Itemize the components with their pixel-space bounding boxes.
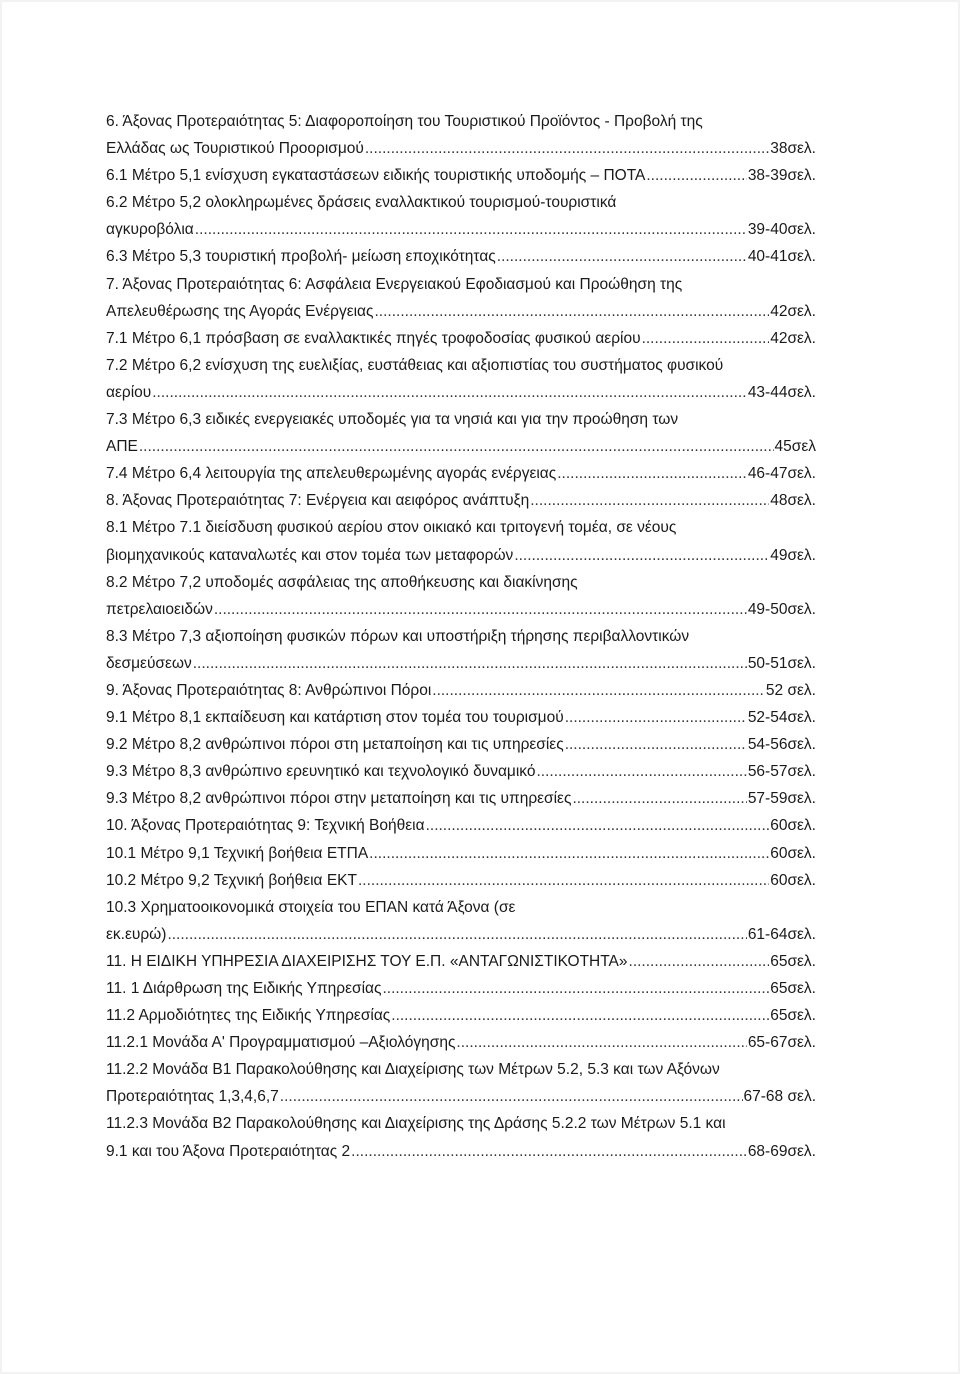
toc-line — [106, 921, 816, 948]
dot-leader — [195, 216, 747, 243]
toc-entry-text: 10.2 Μέτρο 9,2 Τεχνική βοήθεια ΕΚΤ — [106, 871, 357, 889]
dot-leader — [432, 677, 765, 704]
toc-line — [106, 1083, 816, 1110]
toc-page-number: 56-57σελ. — [747, 763, 816, 781]
toc-line — [106, 704, 816, 731]
toc-line — [106, 433, 816, 460]
toc-entry-text: 6.1 Μέτρο 5,1 ενίσχυση εγκαταστάσεων ειδικής τουριστικής υποδομής – ΠΟΤΑ — [106, 167, 646, 185]
toc-line — [106, 623, 816, 650]
toc-line — [106, 975, 816, 1002]
toc-entry-text: 6.3 Μέτρο 5,3 τουριστική προβολή- μείωση εποχικότητας — [106, 248, 496, 266]
toc-line — [106, 325, 816, 352]
toc-entry-text: 8. Άξονας Προτεραιότητας 7: Ενέργεια και αειφόρος ανάπτυξη — [106, 492, 530, 510]
toc-line — [106, 379, 816, 406]
dot-leader — [391, 1002, 769, 1029]
dot-leader — [514, 542, 769, 569]
toc-page-number: 42σελ. — [770, 302, 816, 320]
toc-page-number: 61-64σελ. — [747, 925, 816, 943]
dot-leader — [193, 650, 747, 677]
dot-leader — [497, 243, 747, 270]
toc-page-number: 57-59σελ. — [747, 790, 816, 808]
toc-entry-text: ΑΠΕ — [106, 438, 138, 456]
toc-page-number: 67-68 σελ. — [743, 1088, 816, 1106]
toc-entry-text: Ελλάδας ως Τουριστικού Προορισμού — [106, 140, 364, 158]
toc-page-number: 42σελ. — [770, 329, 816, 347]
toc-line — [106, 1056, 816, 1083]
toc-line — [106, 514, 816, 541]
toc-entry-text: Προτεραιότητας 1,3,4,6,7 — [106, 1088, 279, 1106]
dot-leader — [536, 758, 746, 785]
dot-leader — [456, 1029, 746, 1056]
toc-page-number: 40-41σελ. — [747, 248, 816, 266]
dot-leader — [382, 975, 769, 1002]
toc-page-number: 65σελ. — [770, 1007, 816, 1025]
toc-entry-text: βιομηχανικούς καταναλωτές και στον τομέα των μεταφορών — [106, 546, 514, 564]
toc-entry-text: 10.1 Μέτρο 9,1 Τεχνική βοήθεια ΕΤΠΑ — [106, 844, 369, 862]
toc-page-number: 68-69σελ. — [747, 1142, 816, 1160]
table-of-contents — [106, 108, 816, 1165]
toc-page-number: 60σελ. — [770, 844, 816, 862]
toc-page-number: 49-50σελ. — [747, 600, 816, 618]
toc-entry-text: 11.2.3 Μονάδα Β2 Παρακολούθησης και Διαχείρισης της Δράσης 5.2.2 των Μέτρων 5.1 και — [106, 1115, 726, 1133]
toc-entry-text: 8.1 Μέτρο 7.1 διείσδυση φυσικού αερίου στον οικιακό και τριτογενή τομέα, σε νέους — [106, 519, 677, 537]
toc-page-number: 60σελ. — [770, 817, 816, 835]
toc-page-number: 46-47σελ. — [747, 465, 816, 483]
toc-line — [106, 731, 816, 758]
toc-entry-text: 7.1 Μέτρο 6,1 πρόσβαση σε εναλλακτικές πηγές τροφοδοσίας φυσικού αερίου — [106, 329, 641, 347]
toc-entry-text: 11.2.1 Μονάδα Α' Προγραμματισμού –Αξιολόγησης — [106, 1034, 456, 1052]
toc-line — [106, 758, 816, 785]
toc-page-number: 65σελ. — [770, 980, 816, 997]
toc-line — [106, 542, 816, 569]
toc-line — [106, 650, 816, 677]
dot-leader — [565, 731, 747, 758]
toc-line — [106, 840, 816, 867]
dot-leader — [646, 162, 746, 189]
toc-page-number: 43-44σελ. — [747, 383, 816, 401]
toc-line — [106, 569, 816, 596]
toc-entry-text: 11. Η ΕΙΔΙΚΗ ΥΠΗΡΕΣΙΑ ΔΙΑΧΕΙΡΙΣΗΣ ΤΟΥ Ε.Π. «ΑΝΤΑΓΩΝΙΣΤΙΚΟΤΗΤΑ» — [106, 952, 628, 970]
toc-line — [106, 1138, 816, 1165]
toc-page-number: 65σελ. — [770, 952, 816, 970]
toc-entry-text: Απελευθέρωσης της Αγοράς Ενέργειας — [106, 302, 374, 320]
toc-entry-text: πετρελαιοειδών — [106, 600, 213, 618]
toc-entry-text: 9.3 Μέτρο 8,3 ανθρώπινο ερευνητικό και τεχνολογικό δυναμικό — [106, 763, 536, 781]
toc-entry-text: 7.2 Μέτρο 6,2 ενίσχυση της ευελιξίας, ευστάθειας και αξιοπιστίας του συστήματος φυσικού — [106, 356, 724, 374]
toc-entry-text: 9. Άξονας Προτεραιότητας 8: Ανθρώπινοι Πόροι — [106, 681, 432, 699]
dot-leader — [642, 325, 770, 352]
toc-line — [106, 867, 816, 894]
toc-entry-text: 11. 1 Διάρθρωση της Ειδικής Υπηρεσίας — [106, 980, 382, 997]
toc-entry-text: 8.3 Μέτρο 7,3 αξιοποίηση φυσικών πόρων και υποστήριξη τήρησης περιβαλλοντικών — [106, 627, 690, 645]
toc-line — [106, 1002, 816, 1029]
toc-entry-text: εκ.ευρώ) — [106, 925, 167, 943]
dot-leader — [214, 596, 747, 623]
dot-leader — [167, 921, 746, 948]
toc-line — [106, 596, 816, 623]
toc-page-number: 54-56σελ. — [747, 736, 816, 754]
toc-entry-text: 9.1 και του Άξονα Προτεραιότητας 2 — [106, 1142, 351, 1160]
toc-entry-text: 6. Άξονας Προτεραιότητας 5: Διαφοροποίηση του Τουριστικού Προϊόντος - Προβολή της — [106, 113, 703, 130]
toc-line — [106, 135, 816, 162]
toc-line — [106, 487, 816, 514]
dot-leader — [530, 487, 769, 514]
toc-line — [106, 298, 816, 325]
toc-line — [106, 162, 816, 189]
toc-entry-text: αερίου — [106, 383, 152, 401]
toc-line — [106, 352, 816, 379]
toc-entry-text: 6.2 Μέτρο 5,2 ολοκληρωμένες δράσεις εναλλακτικού τουρισμού-τουριστικά — [106, 194, 617, 212]
toc-line — [106, 785, 816, 812]
toc-line — [106, 1110, 816, 1137]
toc-entry-text: 9.2 Μέτρο 8,2 ανθρώπινοι πόροι στη μεταποίηση και τις υπηρεσίες — [106, 736, 564, 754]
toc-line — [106, 677, 816, 704]
dot-leader — [426, 812, 770, 839]
toc-entry-text: 11.2 Αρμοδιότητες της Ειδικής Υπηρεσίας — [106, 1007, 391, 1025]
toc-line — [106, 271, 816, 298]
dot-leader — [152, 379, 747, 406]
toc-page-number: 52 σελ. — [765, 681, 816, 699]
toc-line — [106, 894, 816, 921]
dot-leader — [139, 433, 774, 460]
toc-page-number: 38σελ. — [770, 140, 816, 158]
toc-page-number: 50-51σελ. — [747, 654, 816, 672]
toc-page-number: 38-39σελ. — [747, 167, 816, 185]
dot-leader — [557, 460, 747, 487]
dot-leader — [375, 298, 770, 325]
toc-line — [106, 1029, 816, 1056]
dot-leader — [572, 785, 746, 812]
toc-page-number: 60σελ. — [770, 871, 816, 889]
dot-leader — [358, 867, 769, 894]
dot-leader — [365, 135, 769, 162]
dot-leader — [629, 948, 770, 975]
toc-entry-text: αγκυροβόλια — [106, 221, 194, 239]
toc-entry-text: 9.3 Μέτρο 8,2 ανθρώπινοι πόροι στην μεταποίηση και τις υπηρεσίες — [106, 790, 572, 808]
dot-leader — [369, 840, 769, 867]
toc-line — [106, 189, 816, 216]
dot-leader — [280, 1083, 743, 1110]
toc-line — [106, 406, 816, 433]
toc-entry-text: 11.2.2 Μονάδα Β1 Παρακολούθησης και Διαχείρισης των Μέτρων 5.2, 5.3 και των Αξόνων — [106, 1061, 720, 1079]
toc-entry-text: 9.1 Μέτρο 8,1 εκπαίδευση και κατάρτιση στον τομέα του τουρισμού — [106, 709, 564, 727]
toc-line — [106, 108, 816, 135]
toc-line — [106, 948, 816, 975]
toc-line — [106, 460, 816, 487]
toc-page-number: 48σελ. — [770, 492, 816, 510]
toc-line — [106, 243, 816, 270]
toc-page-number: 65-67σελ. — [747, 1034, 816, 1052]
toc-page-number: 49σελ. — [770, 546, 816, 564]
toc-entry-text: 7. Άξονας Προτεραιότητας 6: Ασφάλεια Ενεργειακού Εφοδιασμού και Προώθηση της — [106, 275, 683, 293]
toc-page-number: 52-54σελ. — [747, 709, 816, 727]
dot-leader — [565, 704, 747, 731]
toc-line — [106, 812, 816, 839]
toc-line — [106, 216, 816, 243]
toc-page-number: 39-40σελ. — [747, 221, 816, 239]
toc-entry-text: 7.3 Μέτρο 6,3 ειδικές ενεργειακές υποδομές για τα νησιά και για την προώθηση των — [106, 411, 679, 429]
toc-entry-text: 7.4 Μέτρο 6,4 λειτουργία της απελευθερωμένης αγοράς ενέργειας — [106, 465, 557, 483]
toc-page-number: 45σελ — [774, 438, 816, 456]
toc-entry-text: 10.3 Χρηματοοικονομικά στοιχεία του ΕΠΑΝ κατά Άξονα (σε — [106, 898, 516, 916]
toc-entry-text: 10. Άξονας Προτεραιότητας 9: Τεχνική Βοήθεια — [106, 817, 425, 835]
toc-entry-text: 8.2 Μέτρο 7,2 υποδομές ασφάλειας της αποθήκευσης και διακίνησης — [106, 573, 578, 591]
toc-entry-text: δεσμεύσεων — [106, 654, 192, 672]
dot-leader — [351, 1138, 747, 1165]
